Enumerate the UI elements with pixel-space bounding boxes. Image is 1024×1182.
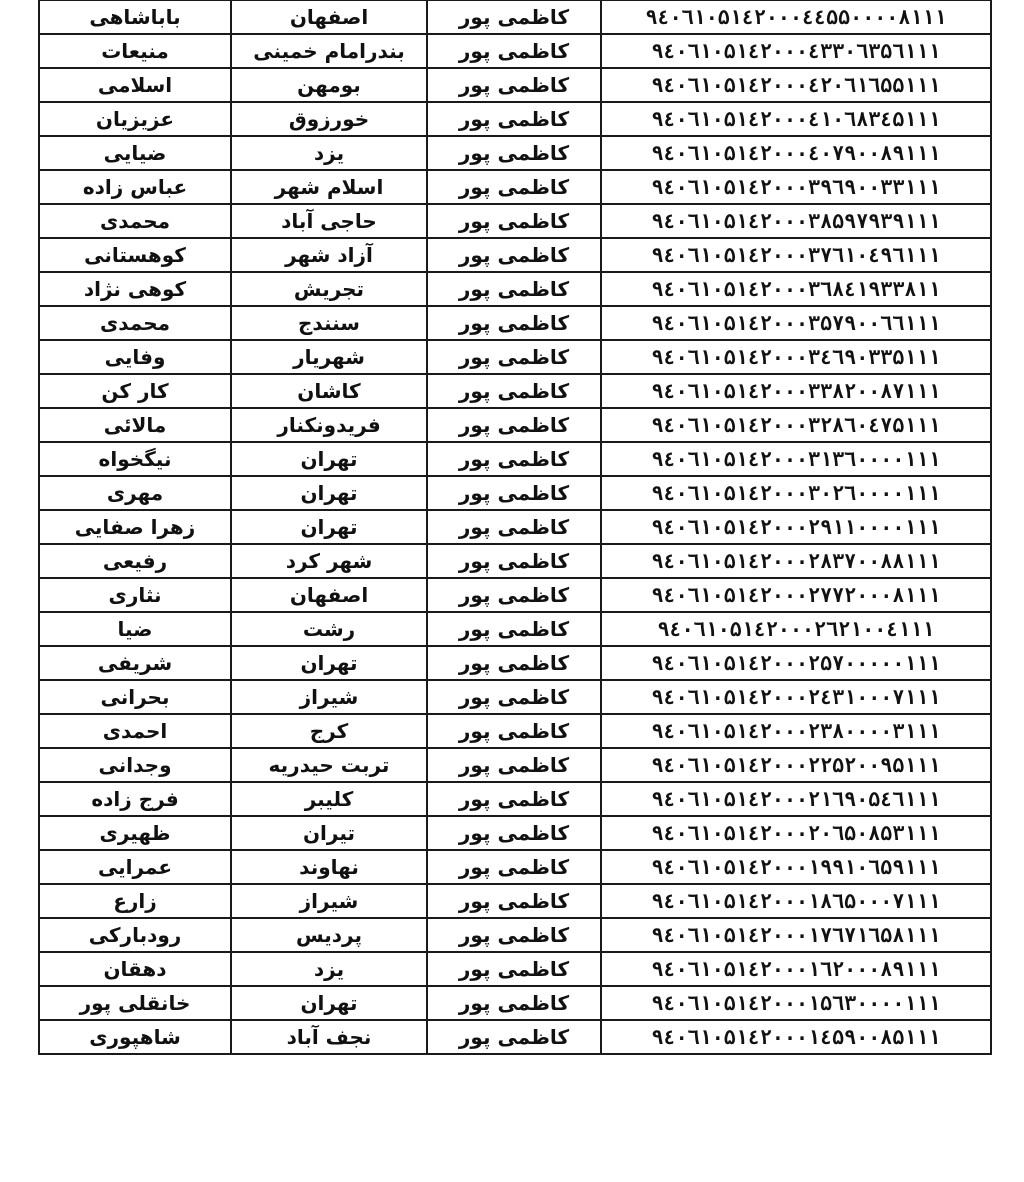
family-name-cell: وفایی bbox=[39, 340, 231, 374]
agent-name-cell: کاظمی پور bbox=[427, 374, 601, 408]
city-cell: بندرامام خمینی bbox=[231, 34, 427, 68]
table-row bbox=[39, 34, 991, 68]
agent-name-cell: کاظمی پور bbox=[427, 884, 601, 918]
city-cell: شیراز bbox=[231, 680, 427, 714]
agent-name-cell: کاظمی پور bbox=[427, 918, 601, 952]
agent-name-cell: کاظمی پور bbox=[427, 442, 601, 476]
reference-code-cell: ۹٤۰٦۱۰۵۱٤۲۰۰۰۱٦۲۰۰۰۸۹۱۱۱ bbox=[601, 952, 991, 986]
family-name-cell: نیگخواه bbox=[39, 442, 231, 476]
reference-code-cell: ۹٤۰٦۱۰۵۱٤۲۰۰۰۲۲۵۲۰۰۹۵۱۱۱ bbox=[601, 748, 991, 782]
reference-code-cell: ۹٤۰٦۱۰۵۱٤۲۰۰۰۲۵۷۰۰۰۰۰۱۱۱ bbox=[601, 646, 991, 680]
city-cell: سنندج bbox=[231, 306, 427, 340]
reference-code-cell: ۹٤۰٦۱۰۵۱٤۲۰۰۰۱۷٦۷۱٦۵۸۱۱۱ bbox=[601, 918, 991, 952]
city-cell: پردیس bbox=[231, 918, 427, 952]
table-row bbox=[39, 102, 991, 136]
family-name-cell: شریفی bbox=[39, 646, 231, 680]
table-row bbox=[39, 272, 991, 306]
table-row bbox=[39, 646, 991, 680]
city-cell: اصفهان bbox=[231, 578, 427, 612]
agent-name-cell: کاظمی پور bbox=[427, 952, 601, 986]
agent-name-cell: کاظمی پور bbox=[427, 850, 601, 884]
reference-code-cell: ۹٤۰٦۱۰۵۱٤۲۰۰۰٤۰۷۹۰۰۸۹۱۱۱ bbox=[601, 136, 991, 170]
table-row bbox=[39, 306, 991, 340]
table-row bbox=[39, 1020, 991, 1054]
table-row bbox=[39, 510, 991, 544]
agent-name-cell: کاظمی پور bbox=[427, 476, 601, 510]
reference-code-cell: ۹٤۰٦۱۰۵۱٤۲۰۰۰۳۵۷۹۰۰٦٦۱۱۱ bbox=[601, 306, 991, 340]
city-cell: تهران bbox=[231, 510, 427, 544]
city-cell: یزد bbox=[231, 952, 427, 986]
agent-name-cell: کاظمی پور bbox=[427, 510, 601, 544]
city-cell: رشت bbox=[231, 612, 427, 646]
family-name-cell: کوهستانی bbox=[39, 238, 231, 272]
reference-code-cell: ۹٤۰٦۱۰۵۱٤۲۰۰۰۳۹٦۹۰۰۳۳۱۱۱ bbox=[601, 170, 991, 204]
family-name-cell: زهرا صفایی bbox=[39, 510, 231, 544]
table-row bbox=[39, 68, 991, 102]
reference-code-cell: ۹٤۰٦۱۰۵۱٤۲۰۰۰۳۲۸٦۰٤۷۵۱۱۱ bbox=[601, 408, 991, 442]
reference-code-cell: ۹٤۰٦۱۰۵۱٤۲۰۰۰۲۰٦۵۰۸۵۳۱۱۱ bbox=[601, 816, 991, 850]
agent-name-cell: کاظمی پور bbox=[427, 306, 601, 340]
reference-code-cell: ۹٤۰٦۱۰۵۱٤۲۰۰۰۲۷۷۲۰۰۰۸۱۱۱ bbox=[601, 578, 991, 612]
family-name-cell: عزیزیان bbox=[39, 102, 231, 136]
agent-name-cell: کاظمی پور bbox=[427, 1020, 601, 1054]
family-name-cell: زارع bbox=[39, 884, 231, 918]
family-name-cell: ظهیری bbox=[39, 816, 231, 850]
family-name-cell: رفیعی bbox=[39, 544, 231, 578]
table-row bbox=[39, 680, 991, 714]
reference-code-cell: ۹٤۰٦۱۰۵۱٤۲۰۰۰۱۸٦۵۰۰۰۷۱۱۱ bbox=[601, 884, 991, 918]
agent-name-cell: کاظمی پور bbox=[427, 136, 601, 170]
table-row bbox=[39, 204, 991, 238]
agent-name-cell: کاظمی پور bbox=[427, 34, 601, 68]
city-cell: تهران bbox=[231, 476, 427, 510]
family-name-cell: کوهی نژاد bbox=[39, 272, 231, 306]
city-cell: کاشان bbox=[231, 374, 427, 408]
table-row bbox=[39, 544, 991, 578]
table-row bbox=[39, 578, 991, 612]
reference-code-cell: ۹٤۰٦۱۰۵۱٤۲۰۰۰٤۲۰٦۱٦۵۵۱۱۱ bbox=[601, 68, 991, 102]
agent-name-cell: کاظمی پور bbox=[427, 986, 601, 1020]
reference-code-cell: ۹٤۰٦۱۰۵۱٤۲۰۰۰۲۸۳۷۰۰۸۸۱۱۱ bbox=[601, 544, 991, 578]
table-row bbox=[39, 850, 991, 884]
family-name-cell: نثاری bbox=[39, 578, 231, 612]
reference-code-cell: ۹٤۰٦۱۰۵۱٤۲۰۰۰٤٤۵۵۰۰۰۰۸۱۱۱ bbox=[601, 1, 991, 35]
city-cell: نجف آباد bbox=[231, 1020, 427, 1054]
city-cell: شیراز bbox=[231, 884, 427, 918]
table-row bbox=[39, 170, 991, 204]
city-cell: تهران bbox=[231, 646, 427, 680]
reference-code-cell: ۹٤۰٦۱۰۵۱٤۲۰۰۰۳۳۸۲۰۰۸۷۱۱۱ bbox=[601, 374, 991, 408]
reference-code-cell: ۹٤۰٦۱۰۵۱٤۲۰۰۰۱۹۹۱۰٦۵۹۱۱۱ bbox=[601, 850, 991, 884]
family-name-cell: مالائی bbox=[39, 408, 231, 442]
city-cell: فریدونکنار bbox=[231, 408, 427, 442]
table-row bbox=[39, 748, 991, 782]
family-name-cell: احمدی bbox=[39, 714, 231, 748]
table-row bbox=[39, 782, 991, 816]
family-name-cell: دهقان bbox=[39, 952, 231, 986]
city-cell: شهر کرد bbox=[231, 544, 427, 578]
family-name-cell: محمدی bbox=[39, 204, 231, 238]
city-cell: آزاد شهر bbox=[231, 238, 427, 272]
reference-code-cell: ۹٤۰٦۱۰۵۱٤۲۰۰۰۳۸۵۹۷۹۳۹۱۱۱ bbox=[601, 204, 991, 238]
city-cell: خورزوق bbox=[231, 102, 427, 136]
reference-code-cell: ۹٤۰٦۱۰۵۱٤۲۰۰۰۲۱٦۹۰۵٤٦۱۱۱ bbox=[601, 782, 991, 816]
table-row bbox=[39, 136, 991, 170]
agent-name-cell: کاظمی پور bbox=[427, 272, 601, 306]
family-name-cell: ضیا bbox=[39, 612, 231, 646]
agent-name-cell: کاظمی پور bbox=[427, 612, 601, 646]
reference-code-cell: ۹٤۰٦۱۰۵۱٤۲۰۰۰۲٦۲۱۰۰٤۱۱۱ bbox=[601, 612, 991, 646]
agent-name-cell: کاظمی پور bbox=[427, 204, 601, 238]
family-name-cell: وجدانی bbox=[39, 748, 231, 782]
family-name-cell: منیعات bbox=[39, 34, 231, 68]
city-cell: اسلام شهر bbox=[231, 170, 427, 204]
table-row bbox=[39, 816, 991, 850]
reference-code-cell: ۹٤۰٦۱۰۵۱٤۲۰۰۰۳٤٦۹۰۳۳۵۱۱۱ bbox=[601, 340, 991, 374]
agent-name-cell: کاظمی پور bbox=[427, 578, 601, 612]
reference-code-cell: ۹٤۰٦۱۰۵۱٤۲۰۰۰٤۱۰٦۸۳٤۵۱۱۱ bbox=[601, 102, 991, 136]
city-cell: اصفهان bbox=[231, 1, 427, 35]
table-row bbox=[39, 442, 991, 476]
table-row bbox=[39, 918, 991, 952]
reference-code-cell: ۹٤۰٦۱۰۵۱٤۲۰۰۰٤۳۳۰٦۳۵٦۱۱۱ bbox=[601, 34, 991, 68]
family-name-cell: بحرانی bbox=[39, 680, 231, 714]
family-name-cell: خانقلی پور bbox=[39, 986, 231, 1020]
city-cell: تهران bbox=[231, 442, 427, 476]
reference-code-cell: ۹٤۰٦۱۰۵۱٤۲۰۰۰۳۱۳٦۰۰۰۰۱۱۱ bbox=[601, 442, 991, 476]
reference-code-cell: ۹٤۰٦۱۰۵۱٤۲۰۰۰۲٤۳۱۰۰۰۷۱۱۱ bbox=[601, 680, 991, 714]
table-row bbox=[39, 612, 991, 646]
agent-name-cell: کاظمی پور bbox=[427, 680, 601, 714]
records-table bbox=[38, 0, 992, 1055]
table-row bbox=[39, 408, 991, 442]
agent-name-cell: کاظمی پور bbox=[427, 102, 601, 136]
reference-code-cell: ۹٤۰٦۱۰۵۱٤۲۰۰۰۳۷٦۱۰٤۹٦۱۱۱ bbox=[601, 238, 991, 272]
table-row bbox=[39, 952, 991, 986]
family-name-cell: شاهپوری bbox=[39, 1020, 231, 1054]
city-cell: نهاوند bbox=[231, 850, 427, 884]
reference-code-cell: ۹٤۰٦۱۰۵۱٤۲۰۰۰۳٦۸٤۱۹۳۳۸۱۱ bbox=[601, 272, 991, 306]
agent-name-cell: کاظمی پور bbox=[427, 816, 601, 850]
family-name-cell: ضیایی bbox=[39, 136, 231, 170]
city-cell: یزد bbox=[231, 136, 427, 170]
city-cell: تهران bbox=[231, 986, 427, 1020]
city-cell: بومهن bbox=[231, 68, 427, 102]
reference-code-cell: ۹٤۰٦۱۰۵۱٤۲۰۰۰۲۹۱۱۰۰۰۰۱۱۱ bbox=[601, 510, 991, 544]
family-name-cell: کار کن bbox=[39, 374, 231, 408]
city-cell: حاجی آباد bbox=[231, 204, 427, 238]
table-row bbox=[39, 476, 991, 510]
agent-name-cell: کاظمی پور bbox=[427, 646, 601, 680]
table-row bbox=[39, 1, 991, 35]
agent-name-cell: کاظمی پور bbox=[427, 238, 601, 272]
records-table-body bbox=[39, 1, 991, 1055]
reference-code-cell: ۹٤۰٦۱۰۵۱٤۲۰۰۰۱۵٦۳۰۰۰۰۱۱۱ bbox=[601, 986, 991, 1020]
family-name-cell: عمرایی bbox=[39, 850, 231, 884]
family-name-cell: عباس زاده bbox=[39, 170, 231, 204]
reference-code-cell: ۹٤۰٦۱۰۵۱٤۲۰۰۰۳۰۲٦۰۰۰۰۱۱۱ bbox=[601, 476, 991, 510]
city-cell: تیران bbox=[231, 816, 427, 850]
table-row bbox=[39, 884, 991, 918]
family-name-cell: محمدی bbox=[39, 306, 231, 340]
table-row bbox=[39, 374, 991, 408]
agent-name-cell: کاظمی پور bbox=[427, 782, 601, 816]
family-name-cell: مهری bbox=[39, 476, 231, 510]
family-name-cell: اسلامی bbox=[39, 68, 231, 102]
agent-name-cell: کاظمی پور bbox=[427, 1, 601, 35]
city-cell: شهریار bbox=[231, 340, 427, 374]
reference-code-cell: ۹٤۰٦۱۰۵۱٤۲۰۰۰۲۳۸۰۰۰۰۳۱۱۱ bbox=[601, 714, 991, 748]
family-name-cell: رودبارکی bbox=[39, 918, 231, 952]
agent-name-cell: کاظمی پور bbox=[427, 714, 601, 748]
agent-name-cell: کاظمی پور bbox=[427, 408, 601, 442]
reference-code-cell: ۹٤۰٦۱۰۵۱٤۲۰۰۰۱٤۵۹۰۰۸۵۱۱۱ bbox=[601, 1020, 991, 1054]
table-row bbox=[39, 986, 991, 1020]
table-row bbox=[39, 238, 991, 272]
agent-name-cell: کاظمی پور bbox=[427, 544, 601, 578]
city-cell: کرج bbox=[231, 714, 427, 748]
table-row bbox=[39, 340, 991, 374]
table-row bbox=[39, 714, 991, 748]
city-cell: تربت حیدریه bbox=[231, 748, 427, 782]
family-name-cell: باباشاهی bbox=[39, 1, 231, 35]
agent-name-cell: کاظمی پور bbox=[427, 748, 601, 782]
agent-name-cell: کاظمی پور bbox=[427, 170, 601, 204]
agent-name-cell: کاظمی پور bbox=[427, 340, 601, 374]
city-cell: تجریش bbox=[231, 272, 427, 306]
family-name-cell: فرج زاده bbox=[39, 782, 231, 816]
city-cell: کلیبر bbox=[231, 782, 427, 816]
agent-name-cell: کاظمی پور bbox=[427, 68, 601, 102]
